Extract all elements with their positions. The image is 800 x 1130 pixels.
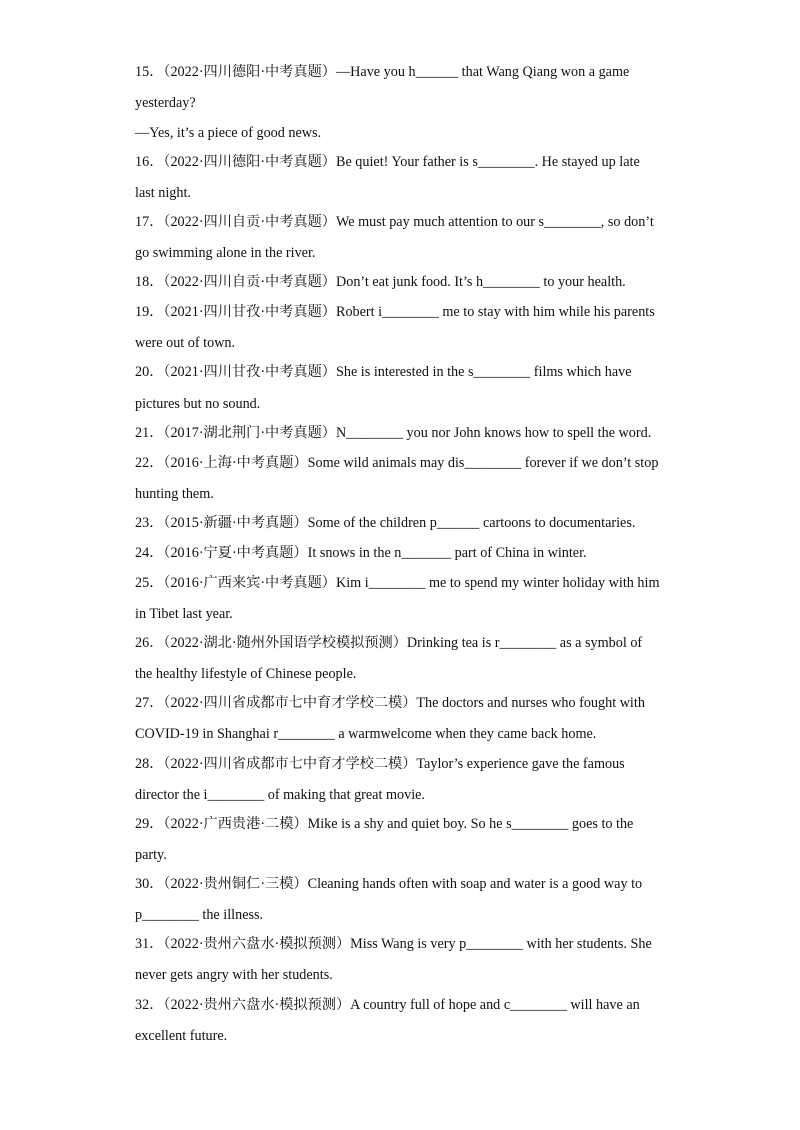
question-text-line: 20．（2021·四川甘孜·中考真题）She is interested in the s________ films which have [135,364,632,380]
question-text-line: 32．（2022·贵州六盘水·模拟预测）A country full of hope and c________ will have an [135,997,640,1013]
question-text-line: the healthy lifestyle of Chinese people. [135,666,357,682]
question-text-line: 30．（2022·贵州铜仁·三模）Cleaning hands often with soap and water is a good way to [135,876,643,892]
question-text-line: 28．（2022·四川省成都市七中育才学校二模）Taylor’s experience gave the famous [135,756,625,772]
question-text-line: COVID-19 in Shanghai r________ a warmwelcome when they came back home. [135,726,597,742]
question-text-line: pictures but no sound. [135,396,261,412]
question-text-line: 23．（2015·新疆·中考真题）Some of the children p______ cartoons to documentaries. [135,515,636,531]
question-text-line: p________ the illness. [135,907,264,923]
question-text-line: party. [135,847,167,863]
question-text-line: 25．（2016·广西来宾·中考真题）Kim i________ me to spend my winter holiday with him [135,575,660,591]
question-text-line: 26．（2022·湖北·随州外国语学校模拟预测）Drinking tea is r________ as a symbol of [135,635,643,651]
question-text-line: 31．（2022·贵州六盘水·模拟预测）Miss Wang is very p________ with her students. She [135,936,652,952]
question-text-line: 18．（2022·四川自贡·中考真题）Don’t eat junk food. It’s h________ to your health. [135,274,626,290]
question-text-line: never gets angry with her students. [135,967,333,983]
question-text-line: 15．（2022·四川德阳·中考真题）—Have you h______ that Wang Qiang won a game [135,64,630,80]
question-text-line: 29．（2022·广西贵港·二模）Mike is a shy and quiet boy. So he s________ goes to the [135,816,634,832]
question-text-line: 21．（2017·湖北荆门·中考真题）N________ you nor John knows how to spell the word. [135,425,652,441]
question-text-line: 17．（2022·四川自贡·中考真题）We must pay much attention to our s________, so don’t [135,214,654,230]
question-text-line: excellent future. [135,1028,228,1044]
question-text-line: were out of town. [135,335,236,351]
question-text-line: go swimming alone in the river. [135,245,316,261]
question-text-line: 16．（2022·四川德阳·中考真题）Be quiet! Your father is s________. He stayed up late [135,154,640,170]
question-text-line: last night. [135,185,191,201]
question-text-line: 27．（2022·四川省成都市七中育才学校二模）The doctors and nurses who fought with [135,695,645,711]
question-text-line: 19．（2021·四川甘孜·中考真题）Robert i________ me to stay with him while his parents [135,304,655,320]
question-text-line: in Tibet last year. [135,606,233,622]
question-text-line: 22．（2016·上海·中考真题）Some wild animals may dis________ forever if we don’t stop [135,455,659,471]
question-text-line: hunting them. [135,486,214,502]
question-text-line: —Yes, it’s a piece of good news. [135,125,322,141]
question-text-line: director the i________ of making that great movie. [135,787,425,803]
question-text-line: yesterday? [135,95,196,111]
question-text-line: 24．（2016·宁夏·中考真题）It snows in the n_______ part of China in winter. [135,545,587,561]
